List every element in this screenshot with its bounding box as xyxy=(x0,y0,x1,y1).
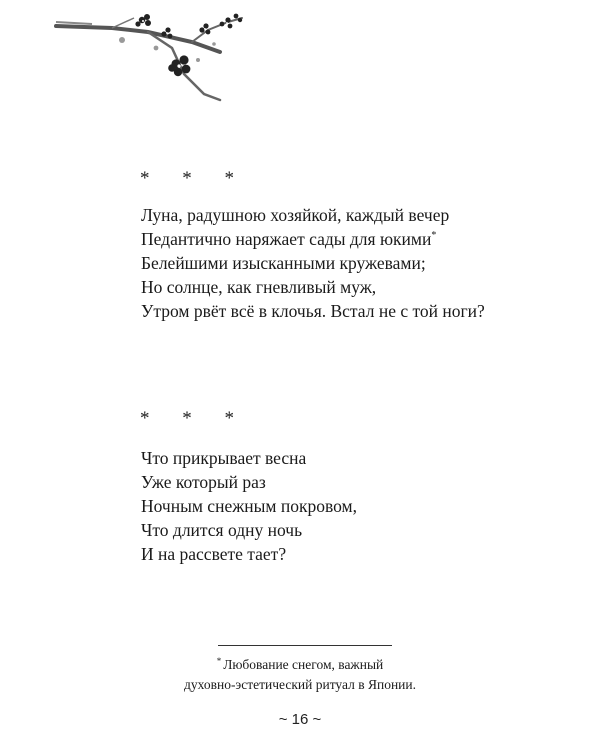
poem-line-with-note xyxy=(141,227,485,251)
poem-line: Белейшими изысканными кружевами; xyxy=(141,253,426,273)
footnote-marker: * xyxy=(216,655,222,666)
poem-line: Что прикрывает весна xyxy=(141,448,307,468)
footnote-divider xyxy=(218,645,392,646)
poem-line: Луна, радушною хозяйкой, каждый вечер xyxy=(141,205,450,225)
footnote xyxy=(0,655,600,695)
poem-line: Что длится одну ночь xyxy=(141,520,303,540)
poem-line: Ночным снежным покровом, xyxy=(141,496,357,516)
page-number: ~ 16 ~ xyxy=(278,711,322,728)
footnote-marker: * xyxy=(431,230,437,242)
poem-line: Утром рвёт всё в клочья. Встал не с той ноги? xyxy=(141,301,485,321)
poem-separator: * * * xyxy=(140,168,248,189)
poem-line: И на рассвете тает? xyxy=(141,544,287,564)
poem-line: Но солнце, как гневливый муж, xyxy=(141,277,377,297)
poem-line: Уже который раз xyxy=(141,472,266,492)
poem-separator: * * * xyxy=(140,408,248,429)
footnote-text: Любование снегом, важный xyxy=(223,657,384,672)
poem-line: Педантично наряжает сады для юкими xyxy=(141,229,432,249)
poem-1 xyxy=(141,203,485,323)
footnote-line xyxy=(0,655,600,675)
footnote-text: духовно-эстетический ритуал в Японии. xyxy=(183,677,416,692)
blossom-branch-icon xyxy=(52,8,252,104)
poem-2 xyxy=(141,446,357,566)
